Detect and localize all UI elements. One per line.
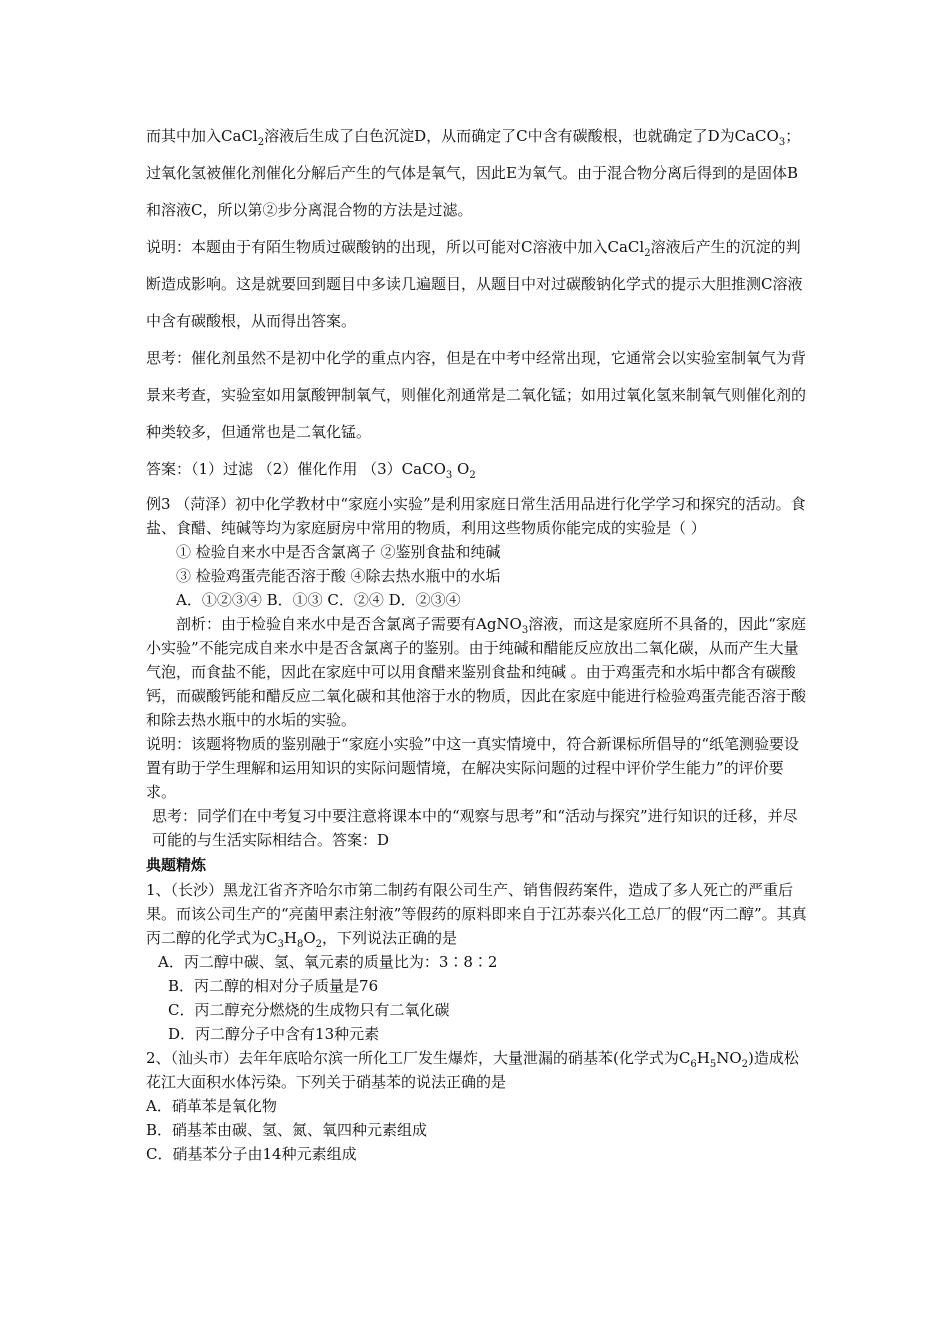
subscript: 2 xyxy=(315,939,323,950)
text: O xyxy=(452,460,470,478)
example-3-question: 例3 （菏泽）初中化学教材中“家庭小实验”是利用家庭日常生活用品进行化学学习和探究的活动。食盐、食醋、纯碱等均为家庭厨房中常用的物质，利用这些物质你能完成的实验是（ ） xyxy=(146,495,806,537)
subscript: 3 xyxy=(277,939,284,950)
text: 溶液后生成了白色沉淀D，从而确定了C中含有碳酸根，也就确定了D为CaCO xyxy=(264,127,779,145)
text: 溶液，而这是家庭所不具备的，因此“家庭小实验”不能完成自来水中是否含氯离子的鉴别。由于纯碱和醋能反应放出二氧化碳，从而产生大量气泡，而食盐不能，因此在家庭中可以用食醋来鉴别食盐和纯碱 。由于鸡蛋壳和水垢中都含有碳酸钙，而碳酸钙能和醋反应二氧化碳和其他溶于水的物质，因此在家庭中能进行检验鸡蛋壳能否溶于酸和除去热水瓶中的水垢的实验。 xyxy=(146,615,807,729)
question-1-option-a: A．丙二醇中碳、氢、氧元素的质量比为：3∶8∶2 xyxy=(158,953,498,971)
subscript: 2 xyxy=(644,248,651,259)
subscript: 5 xyxy=(709,1059,717,1070)
example-3-note: 说明：该题将物质的鉴别融于“家庭小实验”中这一真实情境中，符合新课标所倡导的“纸笔测验要设置有助于学生理解和运用知识的实际问题情境，在解决实际问题的过程中评价学生能力”的评价要求。 xyxy=(146,735,800,801)
paragraph-analysis-2 xyxy=(146,118,810,229)
section-heading: 典题精炼 xyxy=(146,856,207,874)
question-1-option-b: B．丙二醇的相对分子质量是76 xyxy=(168,977,379,995)
subscript: 8 xyxy=(296,939,304,950)
document-page xyxy=(146,118,810,1166)
subscript: 2 xyxy=(257,137,265,148)
paragraph-think-2: 思考：催化剂虽然不是初中化学的重点内容，但是在中考中经常出现，它通常会以实验室制氧气为背景来考查，实验室如用氯酸钾制氧气，则催化剂通常是二氧化锰；如用过氧化氢来制氧气则催化剂的种类较多，但通常也是二氧化锰。 xyxy=(146,349,807,441)
text: 1、（长沙）黑龙江省齐齐哈尔市第二制药有限公司生产、销售假药案件，造成了多人死亡的严重后果。而该公司生产的“亮菌甲素注射液”等假药的原料即来自于江苏泰兴化工总厂的假“丙二醇”。其真丙二醇的化学式为C xyxy=(146,881,807,947)
question-1-option-d: D．丙二醇分子中含有13种元素 xyxy=(168,1025,380,1043)
text: )造成松花江大面积水体污染。下列关于硝基苯的说法正确的是 xyxy=(146,1049,799,1091)
example-3-choices: A．①②③④ B．①③ C．②④ D．②③④ xyxy=(176,591,461,609)
text: ，下列说法正确的是 xyxy=(322,929,458,947)
text: NO xyxy=(716,1049,742,1067)
question-1-option-c: C．丙二醇充分燃烧的生成物只有二氧化碳 xyxy=(168,1001,450,1019)
subscript: 6 xyxy=(690,1059,697,1070)
text: 而其中加入CaCl xyxy=(146,127,258,145)
question-2-option-b: B．硝基苯由碳、氢、氮、氧四种元素组成 xyxy=(146,1121,428,1139)
question-2-option-a: A．硝革苯是氧化物 xyxy=(146,1097,277,1115)
question-2-option-c: C．硝基苯分子由14种元素组成 xyxy=(146,1145,357,1163)
text: O xyxy=(303,929,316,947)
subscript: 3 xyxy=(778,137,786,148)
text: H xyxy=(696,1049,710,1067)
paragraph-answer-2 xyxy=(146,451,810,488)
example-3-option-line-2: ③ 检验鸡蛋壳能否溶于酸 ④除去热水瓶中的水垢 xyxy=(176,567,501,585)
text: 说明：本题由于有陌生物质过碳酸钠的出现，所以可能对C溶液中加入CaCl xyxy=(146,238,645,256)
example-3-think: 思考：同学们在中考复习中要注意将课本中的“观察与思考”和“活动与探究”进行知识的迁移，并尽可能的与生活实际相结合。答案：D xyxy=(152,807,798,849)
subscript: 3 xyxy=(445,470,453,481)
subscript: 2 xyxy=(469,470,476,481)
subscript: 3 xyxy=(521,625,529,636)
example-3-option-line-1: ① 检验自来水中是否含氯离子 ②鉴别食盐和纯碱 xyxy=(176,543,501,561)
text: 剖析：由于检验自来水中是否含氯离子需要有AgNO xyxy=(176,615,522,633)
paragraph-note-2 xyxy=(146,229,810,340)
text: H xyxy=(283,929,297,947)
question-2 xyxy=(146,1046,810,1094)
text: 2、（汕头市）去年年底哈尔滨一所化工厂发生爆炸，大量泄漏的硝基苯(化学式为C xyxy=(146,1049,691,1067)
text: ；过氧化氢被催化剂催化分解后产生的气体是氧气，因此E为氧气。由于混合物分离后得到的是固体B和溶液C，所以第②步分离混合物的方法是过滤。 xyxy=(146,127,801,219)
subscript: 2 xyxy=(741,1059,749,1070)
text: 答案：（1）过滤 （2）催化作用 （3）CaCO xyxy=(146,460,446,478)
example-3-analysis xyxy=(146,612,810,732)
question-1 xyxy=(146,878,810,950)
text: 溶液后产生的沉淀的判断造成影响。这是就要回到题目中多读几遍题目，从题目中对过碳酸钠化学式的提示大胆推测C溶液中含有碳酸根，从而得出答案。 xyxy=(146,238,803,330)
